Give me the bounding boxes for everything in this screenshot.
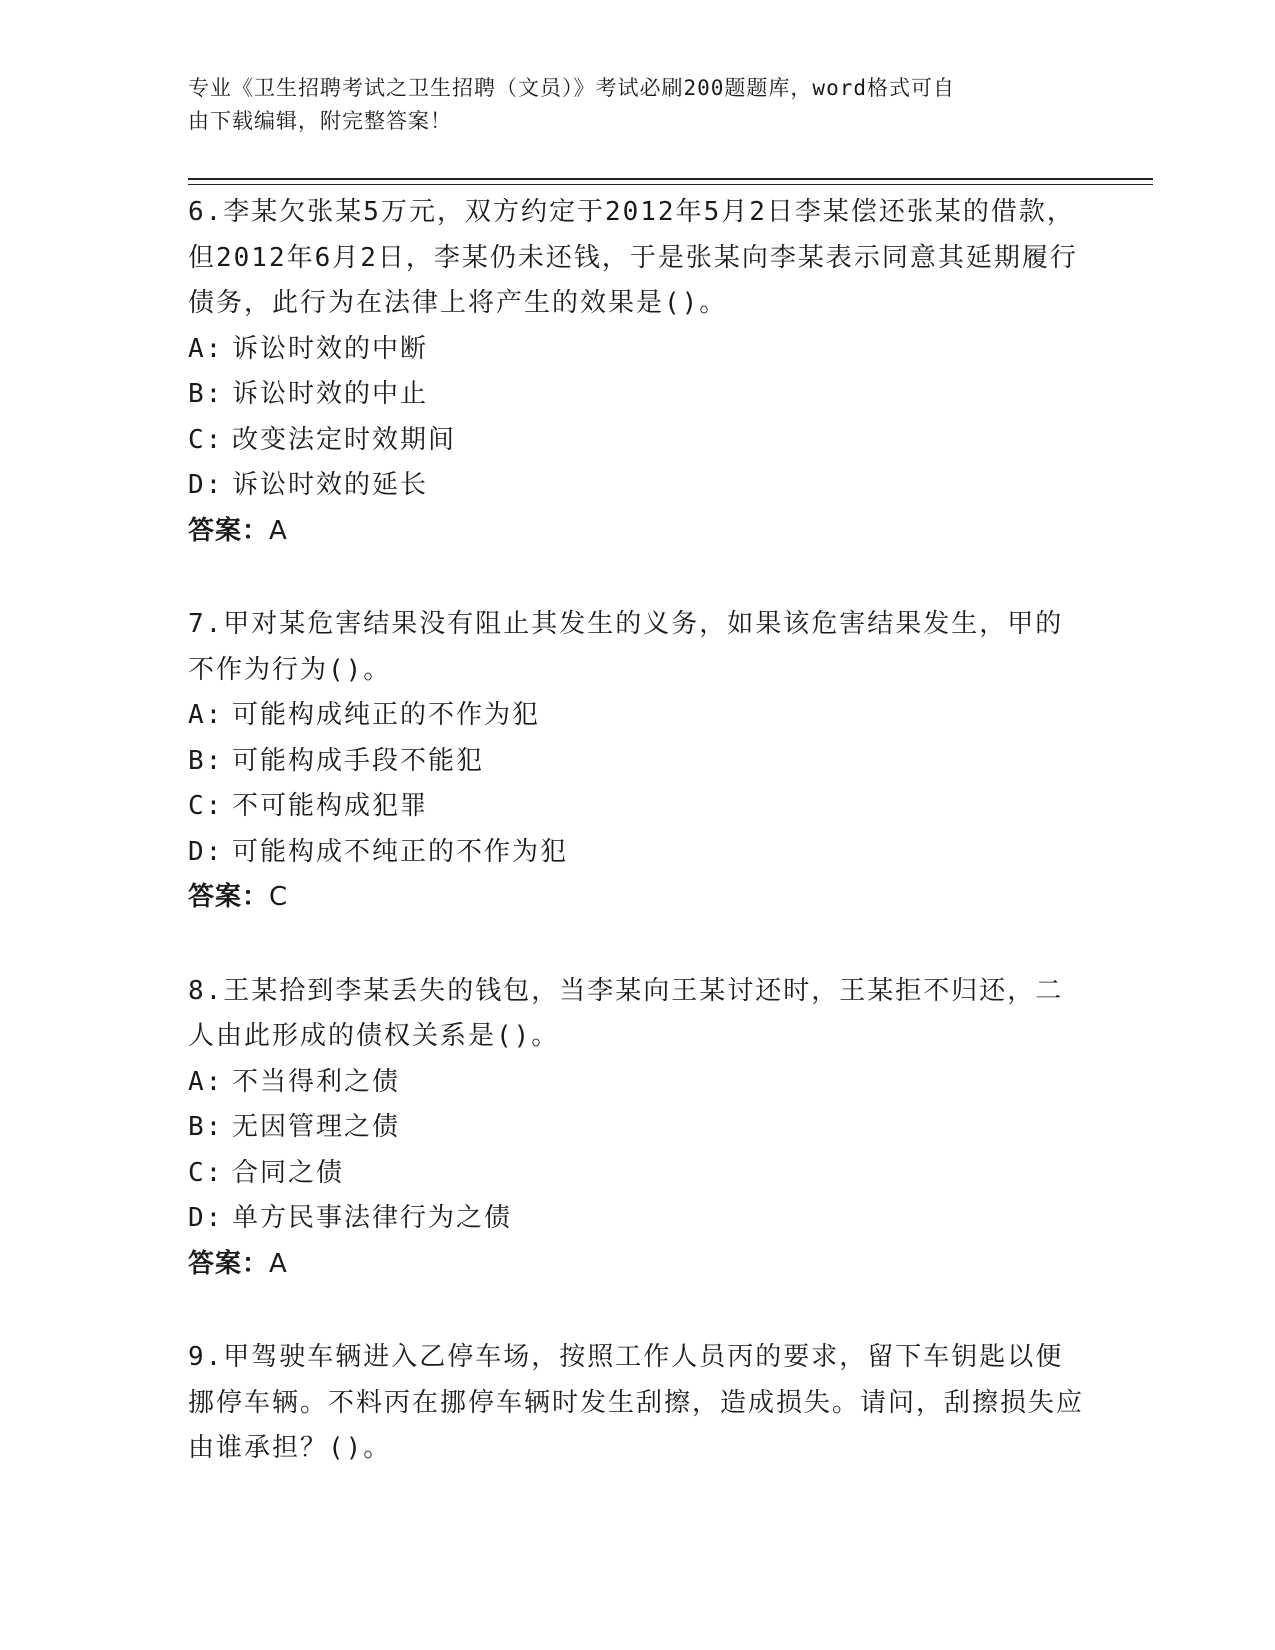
option-text: 无因管理之债 xyxy=(232,1112,401,1142)
option-letter: D: xyxy=(188,470,224,500)
option-letter: C: xyxy=(188,1157,224,1188)
option-text: 合同之债 xyxy=(232,1157,345,1188)
option-d xyxy=(188,463,1088,509)
option-letter: A: xyxy=(188,333,224,364)
option-text: 改变法定时效期间 xyxy=(232,424,457,455)
question-text: 7.甲对某危害结果没有阻止其发生的义务，如果该危害结果发生，甲的不作为行为()。 xyxy=(188,609,1064,685)
option-letter: B: xyxy=(188,745,224,776)
header-line-1: 专业《卫生招聘考试之卫生招聘（文员）》考试必刷200题题库，word格式可自 xyxy=(188,76,955,100)
answer-line xyxy=(188,509,1088,555)
option-b xyxy=(188,739,1088,785)
answer-value: A xyxy=(269,1248,288,1279)
question-text: 8.王某拾到李某丢失的钱包，当李某向王某讨还时，王某拒不归还，二人由此形成的债权关系是()。 xyxy=(188,975,1064,1051)
option-c xyxy=(188,784,1088,830)
option-b xyxy=(188,372,1088,418)
option-text: 诉讼时效的延长 xyxy=(232,470,429,500)
answer-value: C xyxy=(269,882,289,912)
option-text: 可能构成不纯正的不作为犯 xyxy=(232,836,569,867)
option-text: 诉讼时效的中止 xyxy=(232,379,429,409)
option-letter: C: xyxy=(188,424,224,455)
header-line-2: 由下载编辑，附完整答案！ xyxy=(188,109,452,133)
answer-line xyxy=(188,1242,1088,1288)
answer-label: 答案： xyxy=(188,882,270,912)
header-divider-thin xyxy=(188,184,1153,185)
option-letter: D: xyxy=(188,836,224,867)
option-text: 单方民事法律行为之债 xyxy=(232,1203,513,1233)
option-a xyxy=(188,327,1088,373)
question-text: 6.李某欠张某5万元，双方约定于2012年5月2日李某偿还张某的借款，但2012年6月2日，李某仍未还钱，于是张某向李某表示同意其延期履行债务，此行为在法律上将产生的效果是()。 xyxy=(188,197,1078,318)
option-text: 可能构成手段不能犯 xyxy=(232,745,485,776)
option-b xyxy=(188,1105,1088,1151)
question-list xyxy=(188,190,1088,1520)
answer-line xyxy=(188,875,1088,921)
answer-label: 答案： xyxy=(188,515,270,546)
option-d xyxy=(188,1196,1088,1242)
option-letter: A: xyxy=(188,700,224,730)
option-c xyxy=(188,1151,1088,1197)
document-header xyxy=(188,72,1068,138)
option-letter: A: xyxy=(188,1066,224,1097)
option-c xyxy=(188,418,1088,464)
question-6 xyxy=(188,190,1088,554)
answer-value: A xyxy=(269,515,288,546)
option-a xyxy=(188,693,1088,739)
option-text: 可能构成纯正的不作为犯 xyxy=(232,700,541,730)
header-divider-thick xyxy=(188,178,1153,180)
option-letter: B: xyxy=(188,1112,224,1142)
option-a xyxy=(188,1060,1088,1106)
question-8 xyxy=(188,969,1088,1288)
option-letter: B: xyxy=(188,379,224,409)
option-text: 不可能构成犯罪 xyxy=(232,791,429,821)
option-text: 不当得利之债 xyxy=(232,1066,401,1097)
option-d xyxy=(188,830,1088,876)
question-text: 9.甲驾驶车辆进入乙停车场，按照工作人员丙的要求，留下车钥匙以便挪停车辆。不料丙在挪停车辆时发生刮擦，造成损失。请问，刮擦损失应由谁承担？()。 xyxy=(188,1342,1085,1463)
question-9 xyxy=(188,1335,1088,1472)
option-letter: C: xyxy=(188,791,224,821)
option-text: 诉讼时效的中断 xyxy=(232,333,429,364)
option-letter: D: xyxy=(188,1203,224,1233)
answer-label: 答案： xyxy=(188,1248,270,1279)
question-7 xyxy=(188,602,1088,921)
